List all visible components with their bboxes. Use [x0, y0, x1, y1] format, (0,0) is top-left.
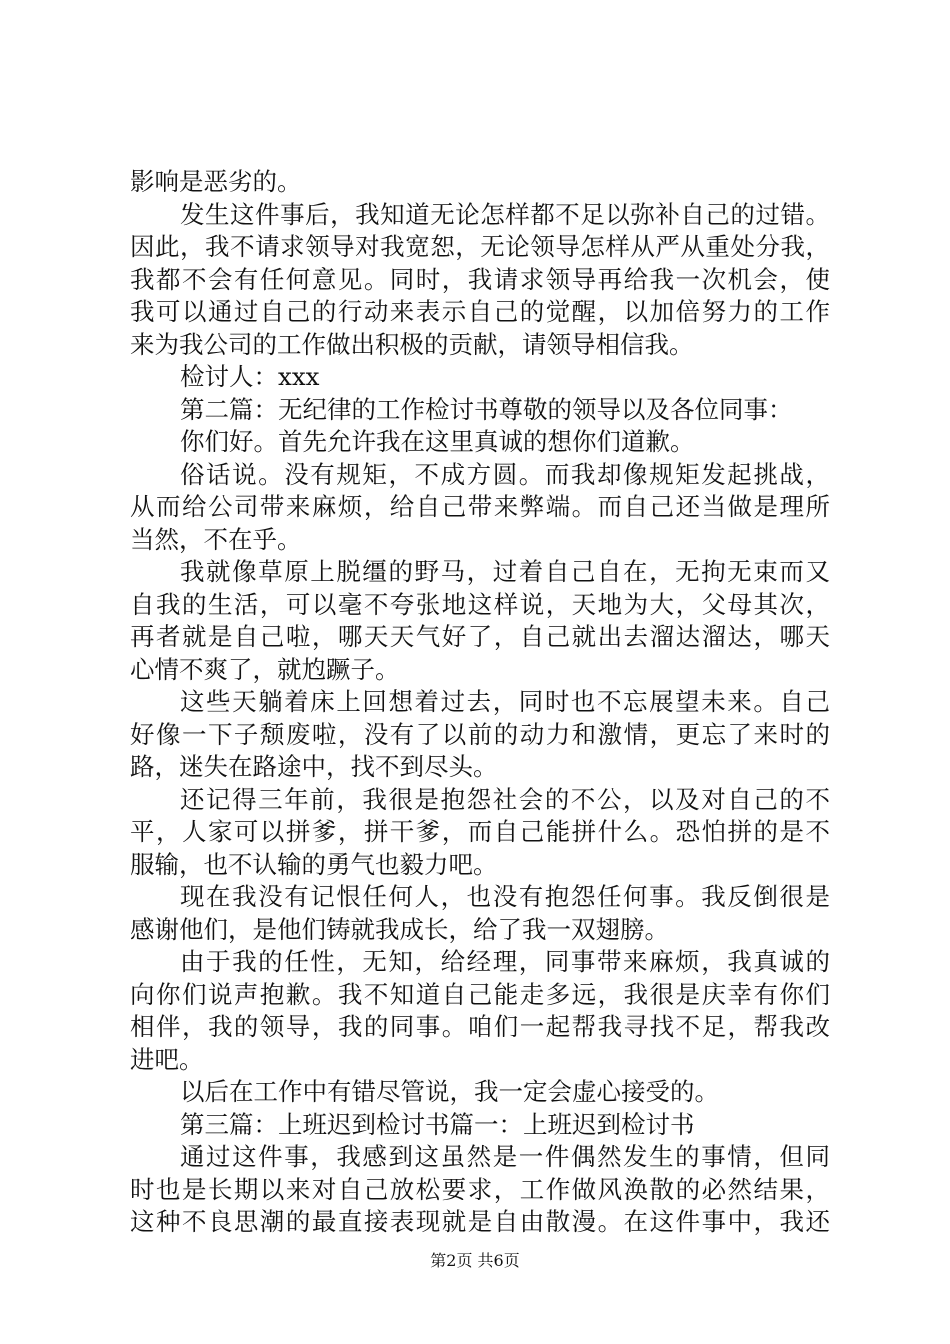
- text-line: 因此，我不请求领导对我宽恕，无论领导怎样从严从重处分我，: [130, 232, 830, 261]
- text-line: 再者就是自己啦，哪天天气好了，自己就出去溜达溜达，哪天: [130, 622, 830, 651]
- text-line: 我都不会有任何意见。同时，我请求领导再给我一次机会，使: [130, 264, 830, 294]
- text-line: 我可以通过自己的行动来表示自己的觉醒，以加倍努力的工作: [130, 297, 830, 326]
- text-line: 自我的生活，可以毫不夸张地这样说，天地为大，父母其次，: [130, 589, 830, 619]
- text-line: 这种不良思潮的最直接表现就是自由散漫。在这件事中，我还: [130, 1207, 830, 1236]
- text-line: 平，人家可以拼爹，拼干爹，而自己能拼什么。恐怕拼的是不: [130, 817, 830, 846]
- text-line: 来为我公司的工作做出积极的贡献，请领导相信我。: [130, 329, 694, 359]
- text-line: 感谢他们，是他们铸就我成长，给了我一双翅膀。: [130, 914, 669, 944]
- page-footer: 第2页 共6页: [430, 1251, 520, 1270]
- text-line: 当然，不在乎。: [130, 524, 302, 554]
- text-line: 检讨人：xxx: [180, 362, 320, 391]
- text-line: 时也是长期以来对自己放松要求，工作做风涣散的必然结果，: [130, 1174, 830, 1204]
- text-line: 路，迷失在路途中，找不到尽头。: [130, 752, 498, 781]
- text-line: 影响是恶劣的。: [130, 167, 302, 196]
- text-line: 相伴，我的领导，我的同事。咱们一起帮我寻找不足，帮我改: [130, 1012, 830, 1041]
- text-line: 以后在工作中有错尽管说，我一定会虚心接受的。: [180, 1077, 719, 1106]
- text-line: 还记得三年前，我很是抱怨社会的不公，以及对自己的不: [180, 784, 830, 814]
- text-line: 向你们说声抱歉。我不知道自己能走多远，我很是庆幸有你们: [130, 979, 830, 1009]
- text-line: 进吧。: [130, 1044, 204, 1074]
- text-line: 第二篇：无纪律的工作检讨书尊敬的领导以及各位同事：: [180, 394, 793, 424]
- text-line: 第三篇：上班迟到检讨书篇一：上班迟到检讨书: [180, 1109, 695, 1139]
- text-line: 你们好。首先允许我在这里真诚的想你们道歉。: [180, 427, 695, 456]
- text-line: 俗话说。没有规矩，不成方圆。而我却像规矩发起挑战，: [180, 459, 830, 489]
- text-line: 好像一下子颓废啦，没有了以前的动力和激情，更忘了来时的: [130, 719, 830, 749]
- text-line: 从而给公司带来麻烦，给自己带来弊端。而自己还当做是理所: [130, 492, 830, 521]
- text-line: 由于我的任性，无知，给经理，同事带来麻烦，我真诚的: [180, 947, 830, 976]
- text-line: 现在我没有记恨任何人，也没有抱怨任何事。我反倒很是: [180, 882, 830, 911]
- document-body: [130, 166, 830, 1239]
- text-line: 通过这件事，我感到这虽然是一件偶然发生的事情，但同: [180, 1142, 830, 1171]
- text-line: 心情不爽了，就尥蹶子。: [130, 654, 400, 684]
- text-line: 服输，也不认输的勇气也毅力吧。: [130, 849, 498, 879]
- text-line: 发生这件事后，我知道无论怎样都不足以弥补自己的过错。: [180, 199, 830, 229]
- text-line: 这些天躺着床上回想着过去，同时也不忘展望未来。自己: [180, 687, 830, 716]
- text-line: 我就像草原上脱缰的野马，过着自己自在，无拘无束而又: [180, 557, 830, 586]
